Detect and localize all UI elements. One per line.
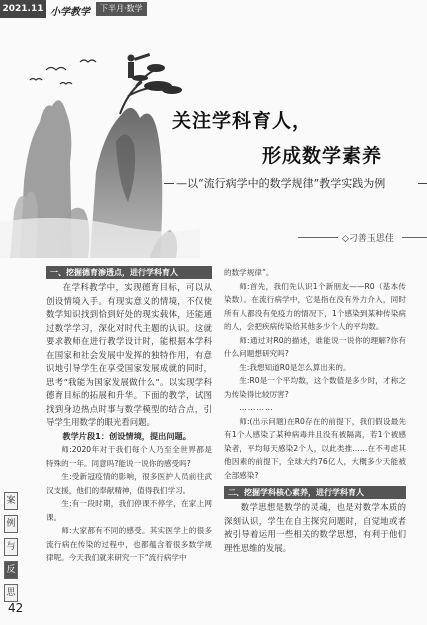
right-column [224, 266, 406, 555]
article-title-line-2: 形成数学素养 [262, 145, 383, 167]
column-tab-char: 与 [4, 538, 18, 556]
classroom-dialog-1 [46, 443, 212, 565]
dialog-line: 师:首先，我们先认识1个新朋友——R0（基本传染数）。在流行病学中，它是指在没有外力介入，同时所有人都没有免疫力的情况下，1个感染到某种传染病的人，会把疾病传染给其他多少个人的平均数。 [224, 281, 406, 331]
issue-date: 2021.11 [0, 0, 46, 18]
dialog-line: 师:2020年对于我们每个人乃至全世界都是特殊的一年。同意吗?能说一说你的感受吗? [46, 445, 212, 468]
column-tab-char: 思 [4, 584, 18, 602]
article-title-line-1: 关注学科育人， [172, 110, 313, 132]
subtitle-rule-right [418, 183, 427, 184]
magazine-brand: 小学教学 [50, 7, 90, 18]
dialog-continuation: 的数学规律”。 [224, 268, 274, 277]
dialog-line: 生:我想知道R0是怎么算出来的。 [239, 362, 351, 372]
section-2-paragraph: 数学思想是数学的灵魂，也是对数学本质的深刻认识，学生在自主探究问题时，自觉地或者被引导着运用一些相关的数学思想，有利于他们理性思维的发展。 [224, 502, 406, 553]
column-tab [4, 492, 18, 602]
ink-landscape-illustration [0, 22, 427, 258]
dialog-line: 生:R0是一个平均数，这个数值是多少时，才称之为传染得比较厉害? [224, 376, 406, 399]
page-header [0, 0, 427, 20]
dialog-line: 生:有一段时期，我们停课不停学，在家上网课。 [46, 499, 212, 522]
dialog-line: 师:大家都有不同的感受。其实医学上的很多流行病在传染的过程中，也都蕴含着很多数学规律呢。今天我们就来研究一下“流行病学中 [46, 526, 212, 562]
section-heading-1: 一、挖掘德育渗透点，进行学科育人 [46, 266, 212, 279]
teaching-segment-heading: 教学片段1：创设情境，提出问题。 [62, 430, 191, 441]
dialog-line: 师:通过对R0的描述，谁能说一说你的理解?你有什么问题想研究吗? [224, 335, 406, 358]
dialog-ellipsis: ………… [239, 403, 274, 412]
author-rule-left [298, 237, 338, 238]
dialog-line: 师:(出示问题)在R0存在的前提下，我们假设最先有1个人感染了某种病毒并且没有被隔离，若1个被感染者，平均每天感染2个人，以此类推……在不考虑其他因素的前提下，全球大约76亿人，大概多少天能被全部感染? [224, 416, 406, 480]
article-subtitle: —以“流行病学中的数学规律”教学实践为例 [176, 177, 386, 190]
birds-icon [30, 60, 96, 84]
classroom-dialog-2 [224, 266, 406, 482]
left-column [46, 266, 212, 565]
section-1-paragraph: 在学科教学中，实现德育目标，可以从创设情境入手。有现实意义的情境，不仅使数学知识找到恰到好处的现实载体，还能通过数学学习，深化对时代主题的认识。这就要求教师在进行教学设计时，能根据本学科在国家和社会发展中发挥的独特作用，有意识地引导学生在享受国家发展成就的同时，思考“我能为国家发展做什么”。以实现学科德育目标的拓展和升华。下面的教学，试图找到身边热点时事与数学模型的结合点，引导学生用数学的眼光看问题。 [46, 282, 212, 427]
dialog-line: 生:受新冠疫情的影响，很多医护人员前往武汉支援，他们的奉献精神，值得我们学习。 [46, 472, 212, 495]
author-rule-right [402, 237, 427, 238]
article-author: ◇刁善玉思佳 [342, 234, 394, 244]
issue-label: 下半月·数学 [96, 2, 147, 16]
column-tab-char: 例 [4, 515, 18, 533]
column-tab-char: 反 [4, 561, 18, 579]
column-tab-char: 案 [4, 492, 18, 510]
section-heading-2: 二、挖掘学科核心素养，进行学科育人 [224, 486, 406, 499]
page-number: 42 [8, 601, 24, 615]
subtitle-rule-left [164, 183, 174, 184]
